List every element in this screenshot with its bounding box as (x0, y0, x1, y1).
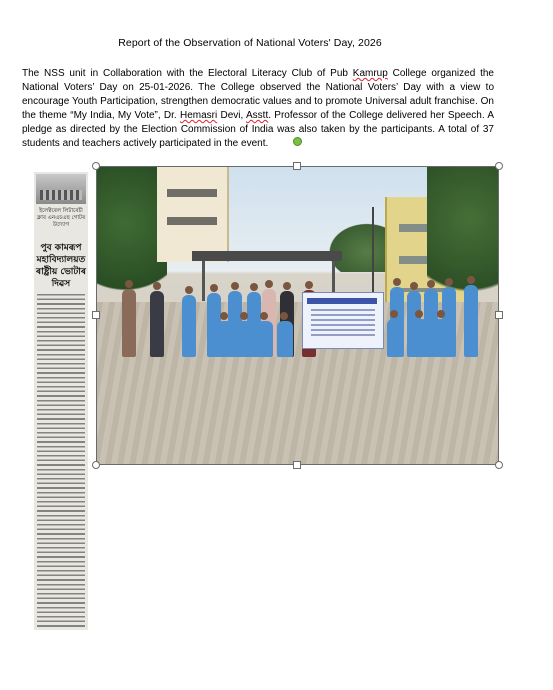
clipping-subheadline: ইলেক্টৰেল লিটাৰেচী ক্লাব এনএচএছ গোটৰ উদ্যোগ (36, 208, 86, 228)
resize-handle-top-icon[interactable] (293, 162, 301, 170)
text-segment: . Professor of the College delivered her Speech. A pledge as directed by the Election Commission of India was also taken by the participants. A total of 37 students and teachers actively participated in the event. (22, 110, 494, 149)
text-segment: Devi, (217, 110, 246, 121)
image-selection-frame (96, 166, 499, 465)
misspelled-word[interactable]: Kamrup (352, 68, 388, 79)
text-segment: The NSS unit in Collaboration with the Electoral Literacy Club of Pub (22, 68, 353, 79)
resize-handle-top-right-icon[interactable] (495, 162, 503, 170)
resize-handle-right-icon[interactable] (495, 311, 503, 319)
clipping-headline: পুব কামৰূপ মহাবিদ্যালয়ত ৰাষ্ট্ৰীয় ভোটাৰ দিৱস (36, 243, 86, 289)
newspaper-clipping-image[interactable] (34, 172, 88, 630)
document-title: Report of the Observation of National Voters' Day, 2026 (118, 37, 382, 49)
resize-handle-left-icon[interactable] (92, 311, 100, 319)
report-paragraph (22, 67, 494, 151)
misspelled-word[interactable]: Hemasri (179, 110, 218, 121)
resize-handle-top-left-icon[interactable] (92, 162, 100, 170)
clipping-body-text (37, 294, 85, 628)
resize-handle-bottom-right-icon[interactable] (495, 461, 503, 469)
resize-handle-bottom-icon[interactable] (293, 461, 301, 469)
clipping-photo (36, 174, 86, 204)
misspelled-word[interactable]: Asstt (246, 110, 269, 121)
text-segment: College organized the National Voters’ Day on 25-01-2026. The College observed the National Voters’ Day with a view to encourage Youth Participation, strengthen democratic values and to promote Universal adult franchise. On the theme “My India, My Vote”, Dr. (22, 68, 494, 121)
resize-handle-bottom-left-icon[interactable] (92, 461, 100, 469)
rotate-handle-icon[interactable] (293, 137, 302, 146)
